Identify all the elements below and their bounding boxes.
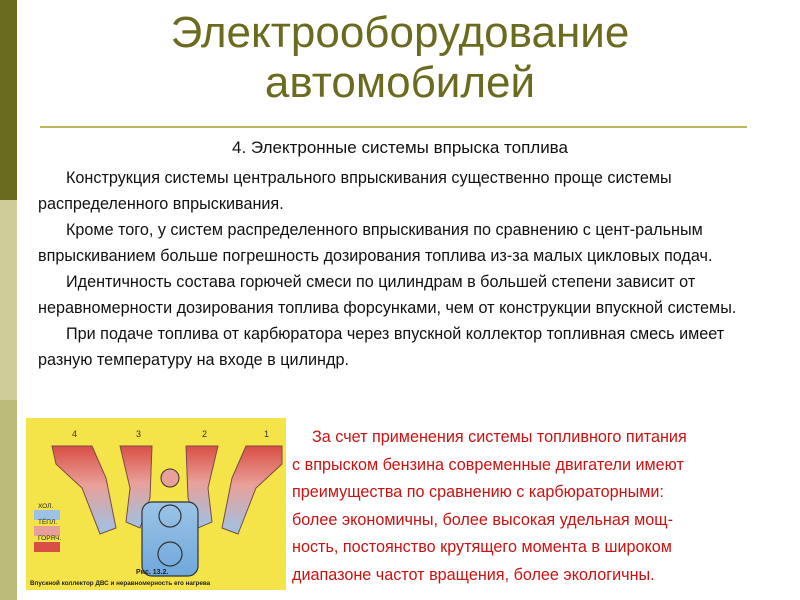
- title-line-2: автомобилей: [264, 58, 536, 107]
- highlight-line: диапазоне частот вращения, более экологичны.: [292, 565, 655, 584]
- cylinder-number: 3: [136, 429, 142, 439]
- highlight-line: преимущества по сравнению с карбюраторными:: [292, 483, 664, 501]
- title-line-1: Электрооборудование: [170, 8, 630, 57]
- paragraph: Конструкция системы центрального впрыскивания существенно проще системы распределенного впрыскивания.: [38, 169, 672, 213]
- sidebar-band-light: [0, 200, 17, 400]
- cylinder-number: 1: [264, 429, 270, 439]
- intake-manifold-figure: [26, 418, 286, 590]
- cylinder-number: 4: [72, 429, 78, 439]
- figure-caption-number: Рис. 13.2.: [136, 569, 169, 576]
- legend-label-cold: ХОЛ.: [38, 503, 54, 510]
- cylinder-number: 2: [202, 429, 208, 439]
- center-port: [161, 469, 179, 487]
- body-text: [38, 165, 762, 373]
- paragraph: Идентичность состава горючей смеси по цилиндрам в большей степени зависит от неравномерности дозирования топлива форсунками, чем от конструкции впускной системы.: [38, 273, 737, 317]
- slide-title: [40, 8, 760, 108]
- highlight-line: ность, постоянство крутящего момента в широком: [292, 538, 672, 556]
- highlight-line: За счет применения системы топливного питания: [312, 428, 687, 446]
- slide-subtitle: 4. Электронные системы впрыска топлива: [232, 138, 568, 157]
- sidebar-band-mid: [0, 400, 17, 600]
- highlight-text: [292, 424, 772, 589]
- title-divider: [40, 126, 747, 128]
- highlight-line: более экономичны, более высокая удельная мощ-: [292, 510, 673, 529]
- legend-swatch-hot: [34, 542, 60, 552]
- sidebar-decoration: [0, 0, 17, 600]
- manifold-body: [142, 502, 198, 576]
- paragraph: Кроме того, у систем распределенного впрыскивания по сравнению с цент-ральным впрыскиванием больше погрешность дозирования топлива из-за малых цикловых подач.: [38, 221, 713, 265]
- legend-label-warm: ТЁПЛ.: [38, 519, 58, 526]
- paragraph: При подаче топлива от карбюратора через впускной коллектор топливная смесь имеет разную температуру на входе в цилиндр.: [38, 325, 725, 369]
- figure-caption: Впускной коллектор ДВС и неравномерность его нагрева: [30, 580, 211, 587]
- legend-label-hot: ГОРЯЧ.: [38, 535, 62, 542]
- highlight-line: с впрыском бензина современные двигатели имеют: [292, 455, 684, 474]
- sidebar-band-dark: [0, 0, 17, 200]
